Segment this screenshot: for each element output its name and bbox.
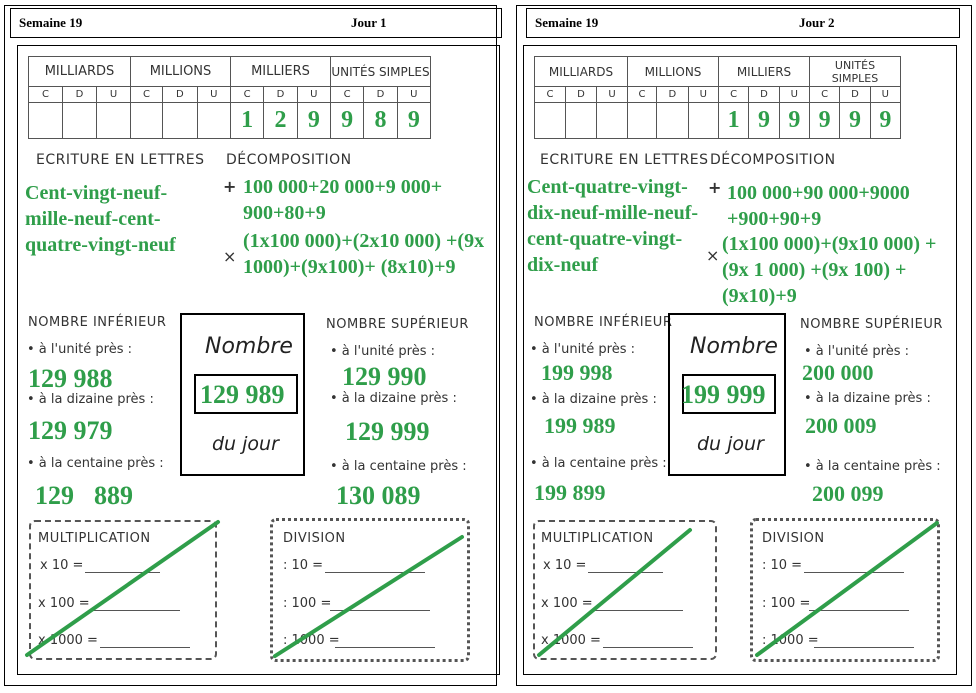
cdu-d: D — [566, 87, 597, 103]
du-jour-label: du jour — [697, 433, 764, 455]
day2-inf-centaine: 199 899 — [534, 480, 606, 505]
day2-inf-unite: 199 998 — [541, 360, 613, 385]
col-milliers: MILLIERS — [231, 57, 331, 87]
day1-number: 129 989 — [200, 380, 285, 409]
day2-sup-unite: 200 000 — [802, 360, 874, 385]
division-label: DIVISION — [283, 531, 346, 546]
digit: 9 — [749, 103, 779, 139]
inferieur-label: NOMBRE INFÉRIEUR — [534, 315, 673, 330]
digit: 9 — [810, 103, 840, 139]
day2-semaine: Semaine 19 — [535, 15, 599, 30]
cdu-c: C — [131, 87, 163, 103]
d100-label: : 100 = — [283, 596, 332, 611]
d1000-label: : 1000 = — [283, 633, 340, 648]
cdu-d: D — [162, 87, 197, 103]
d100-label: : 100 = — [762, 596, 811, 611]
cdu-u: U — [97, 87, 131, 103]
cdu-u: U — [597, 87, 628, 103]
day2-inf-dizaine: 199 989 — [544, 413, 616, 438]
d1000-label: : 1000 = — [762, 633, 819, 648]
superieur-label: NOMBRE SUPÉRIEUR — [326, 317, 469, 332]
cdu-u: U — [870, 87, 900, 103]
col-milliards: MILLIARDS — [29, 57, 131, 87]
cdu-u: U — [688, 87, 718, 103]
cdu-d: D — [749, 87, 779, 103]
day1-inf-dizaine: 129 979 — [28, 416, 113, 445]
digit: 9 — [297, 103, 330, 139]
dizaine-label: • à la dizaine près : — [804, 391, 931, 406]
unite-label: • à l'unité près : — [804, 344, 909, 359]
x10-label: x 10 = — [543, 558, 587, 573]
day1-sup-centaine: 130 089 — [336, 481, 421, 510]
centaine-label: • à la centaine près : — [804, 459, 941, 474]
cdu-c: C — [331, 87, 364, 103]
day2-decomp-mul: (1x100 000)+(9x10 000) + (9x 1 000) +(9x 100) +(9x10)+9 — [722, 233, 937, 307]
centaine-label: • à la centaine près : — [330, 459, 467, 474]
ecriture-label: ECRITURE EN LETTRES — [540, 152, 709, 168]
dizaine-label: • à la dizaine près : — [530, 392, 657, 407]
day1-inf-centaine-b: 889 — [94, 481, 133, 510]
day2-jour: Jour 2 — [799, 15, 835, 30]
day1-sup-unite: 129 990 — [342, 362, 427, 391]
inferieur-label: NOMBRE INFÉRIEUR — [28, 315, 167, 330]
day2-number: 199 999 — [681, 380, 766, 409]
digit: 9 — [870, 103, 900, 139]
plus-circle-icon: + — [708, 178, 722, 197]
day1-inf-unite: 129 988 — [28, 364, 113, 393]
multiplication-label: MULTIPLICATION — [38, 531, 151, 546]
centaine-label: • à la centaine près : — [27, 456, 164, 471]
d10-label: : 10 = — [283, 558, 324, 573]
strike-division-day1 — [275, 537, 462, 656]
strike-multiplication-day1 — [27, 522, 218, 655]
day1-decomp-mul: (1x100 000)+(2x10 000) +(9x 1000)+(9x100)+ (8x10)+9 — [243, 230, 485, 278]
col-millions: MILLIONS — [628, 57, 719, 87]
day1-semaine: Semaine 19 — [19, 15, 83, 30]
x10-label: x 10 = — [40, 558, 84, 573]
x1000-label: x 1000 = — [38, 633, 98, 648]
division-label: DIVISION — [762, 531, 825, 546]
day2-sup-centaine: 200 099 — [812, 481, 884, 506]
cdu-c: C — [231, 87, 264, 103]
dizaine-label: • à la dizaine près : — [27, 392, 154, 407]
superieur-label: NOMBRE SUPÉRIEUR — [800, 317, 943, 332]
cdu-c: C — [810, 87, 840, 103]
cdu-d: D — [657, 87, 689, 103]
cdu-u: U — [397, 87, 430, 103]
cdu-d: D — [264, 87, 297, 103]
col-milliards: MILLIARDS — [535, 57, 628, 87]
day2-sup-dizaine: 200 009 — [805, 413, 877, 438]
cdu-d: D — [63, 87, 97, 103]
nombre-label: Nombre — [690, 334, 778, 359]
col-unites: UNITÉS SIMPLES — [331, 57, 431, 87]
decomposition-label: DÉCOMPOSITION — [710, 152, 836, 168]
cdu-u: U — [197, 87, 230, 103]
day1-decomp-add: 100 000+20 000+9 000+ 900+80+9 — [243, 176, 443, 224]
x1000-label: x 1000 = — [541, 633, 601, 648]
dizaine-label: • à la dizaine près : — [330, 391, 457, 406]
digit: 9 — [331, 103, 364, 139]
day1-inf-centaine-a: 129 — [35, 481, 74, 510]
day1-words: Cent-vingt-neuf-mille-neuf-cent-quatre-vingt-neuf — [25, 182, 176, 256]
cdu-c: C — [535, 87, 566, 103]
unite-label: • à l'unité près : — [27, 342, 132, 357]
strike-division-day2 — [757, 523, 937, 655]
day1-sup-dizaine: 129 999 — [345, 417, 430, 446]
col-milliers: MILLIERS — [719, 57, 810, 87]
strike-multiplication-day2 — [539, 530, 690, 655]
digit: 2 — [264, 103, 297, 139]
day2-words: Cent-quatre-vingt-dix-neuf-mille-neuf-cent-quatre-vingt-dix-neuf — [527, 176, 699, 276]
digit: 9 — [779, 103, 809, 139]
x100-label: x 100 = — [541, 596, 593, 611]
cdu-c: C — [719, 87, 749, 103]
times-circle-icon: × — [223, 247, 237, 266]
ecriture-label: ECRITURE EN LETTRES — [36, 152, 205, 168]
cdu-c: C — [628, 87, 657, 103]
cdu-d: D — [840, 87, 870, 103]
cdu-d: D — [364, 87, 397, 103]
day1-jour: Jour 1 — [351, 15, 387, 30]
nombre-label: Nombre — [205, 334, 293, 359]
cdu-c: C — [29, 87, 63, 103]
col-millions: MILLIONS — [131, 57, 231, 87]
unite-label: • à l'unité près : — [330, 344, 435, 359]
x100-label: x 100 = — [38, 596, 90, 611]
decomposition-label: DÉCOMPOSITION — [226, 152, 352, 168]
plus-circle-icon: + — [223, 177, 237, 196]
centaine-label: • à la centaine près : — [530, 456, 667, 471]
multiplication-label: MULTIPLICATION — [541, 531, 654, 546]
digit: 8 — [364, 103, 397, 139]
day2-decomp-add: 100 000+90 000+9000 +900+90+9 — [727, 182, 910, 230]
digit: 1 — [231, 103, 264, 139]
unite-label: • à l'unité près : — [530, 342, 635, 357]
digit: 1 — [719, 103, 749, 139]
d10-label: : 10 = — [762, 558, 803, 573]
cdu-u: U — [779, 87, 809, 103]
digit: 9 — [840, 103, 870, 139]
col-unites: UNITÉS SIMPLES — [810, 57, 901, 87]
digit: 9 — [397, 103, 430, 139]
times-circle-icon: × — [706, 246, 720, 265]
du-jour-label: du jour — [212, 433, 279, 455]
cdu-u: U — [297, 87, 330, 103]
